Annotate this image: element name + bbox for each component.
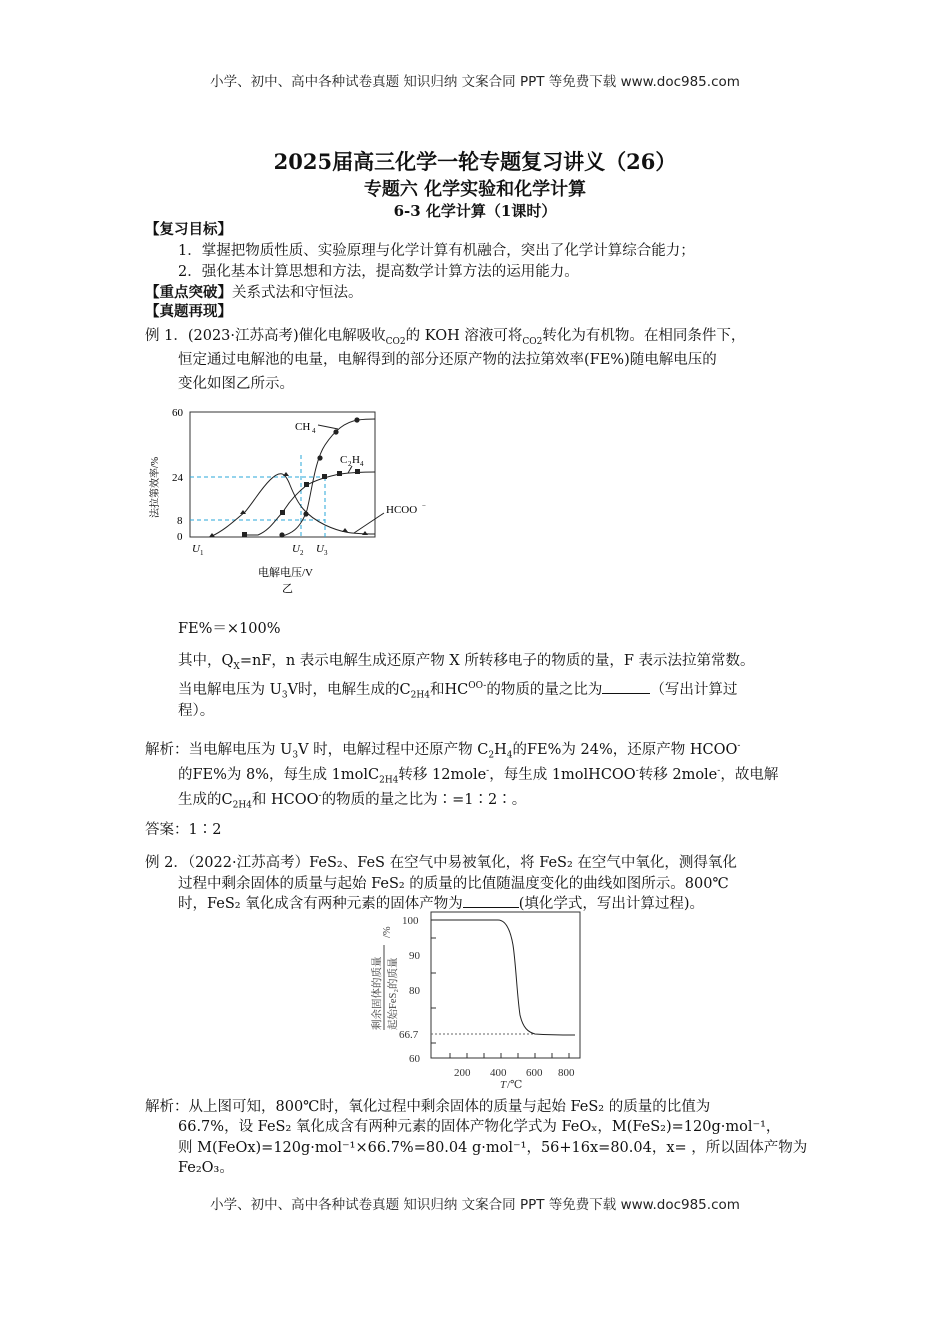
svg-text:8: 8 <box>177 515 183 527</box>
example1-analysis-line1: 解析：当电解电压为 $U_3V$ 时，电解过程中还原产物 $C_2H_4$的FE%为 24%，还原产物 HCOO- <box>145 741 741 761</box>
example1-line3: 变化如图乙所示。 <box>178 376 294 392</box>
lesson-title: 6-3 化学计算（1课时） <box>393 202 557 220</box>
svg-text:HCOO: HCOO <box>386 504 418 516</box>
svg-text:4: 4 <box>312 427 316 435</box>
example1-note3: 程）。 <box>178 703 215 719</box>
doc-title: 2025届高三化学一轮专题复习讲义（26） <box>273 149 677 174</box>
example1-note2: 当电解电压为 $U_3V$时，电解生成的$C_{2H4}$和$HC^{OO-}$的物质的量之比为 （写出计算过 <box>178 681 738 701</box>
svg-text:−: − <box>422 502 426 510</box>
svg-text:0: 0 <box>177 531 183 543</box>
svg-text:乙: 乙 <box>282 583 293 595</box>
svg-text:600: 600 <box>526 1067 543 1079</box>
svg-text:电解电压/V: 电解电压/V <box>258 567 313 579</box>
svg-text:400: 400 <box>490 1067 507 1079</box>
svg-text:60: 60 <box>172 407 183 419</box>
svg-text:200: 200 <box>454 1067 471 1079</box>
example2-analysis-line4: Fe₂O₃。 <box>178 1160 234 1176</box>
svg-text:24: 24 <box>172 472 183 484</box>
svg-text:66.7: 66.7 <box>399 1029 419 1041</box>
example2-analysis-line1: 解析：从上图可知，800℃时，氧化过程中剩余固体的质量与起始 FeS₂ 的质量的比值为 <box>145 1099 711 1115</box>
example1-line2: 恒定通过电解池的电量，电解得到的部分还原产物的法拉第效率(FE%)随电解电压的 <box>178 352 717 368</box>
svg-text:800: 800 <box>558 1067 575 1079</box>
example1-line1: 例 1．(2023·江苏高考)催化电解吸收$_{CO2}$的 KOH 溶液可将$_{CO2}$转化为有机物。在相同条件下， <box>145 328 746 347</box>
svg-text:T: T <box>500 1079 507 1091</box>
svg-text:90: 90 <box>409 950 420 962</box>
example2-line2: 过程中剩余固体的质量与起始 FeS₂ 的质量的比值随温度变化的曲线如图所示。800℃ <box>178 876 729 892</box>
svg-text:4: 4 <box>360 460 364 468</box>
focus-heading: 【重点突破】 <box>145 284 232 301</box>
answer-blank-2[interactable] <box>463 907 519 908</box>
doc-subtitle: 专题六 化学实验和化学计算 <box>363 179 587 200</box>
answer-blank-1[interactable] <box>602 693 650 694</box>
example2-analysis-line3: 则 M(FeOx)=120g·mol⁻¹×66.7%=80.04 g·mol⁻¹，56+16x=80.04，x= ，所以固体产物为 <box>178 1140 808 1156</box>
svg-text:剩余固体的质量: 剩余固体的质量 <box>372 956 383 1030</box>
example2-line1: 例 2．（2022·江苏高考）FeS₂、FeS 在空气中易被氧化，将 FeS₂ 在空气中氧化，测得氧化 <box>145 855 737 871</box>
goal-item-2: 2．强化基本计算思想和方法，提高数学计算方法的运用能力。 <box>178 264 579 280</box>
example1-analysis-line2: 的FE%为 8%，每生成 1molC$_{2H4}$转移 12mole-，每生成 1molHCOO-转移 2mole-，故电解 <box>178 766 779 786</box>
svg-text:80: 80 <box>409 985 420 997</box>
svg-text:法拉第效率/%: 法拉第效率/% <box>150 456 161 518</box>
faradaic-efficiency-chart <box>140 400 440 600</box>
fe-formula: FE%＝×100% <box>178 621 281 637</box>
focus-text: 关系式法和守恒法。 <box>232 285 363 301</box>
svg-text:2: 2 <box>348 460 352 468</box>
goal-item-1: 1．掌握把物质性质、实验原理与化学计算有机融合，突出了化学计算综合能力； <box>178 243 695 259</box>
real-exam-heading: 【真题再现】 <box>145 303 232 320</box>
svg-text:100: 100 <box>402 915 419 927</box>
example2-line3: 时，FeS₂ 氧化成含有两种元素的固体产物为 (填化学式，写出计算过程)。 <box>178 896 705 912</box>
svg-text:U: U <box>292 543 300 555</box>
focus-section <box>145 283 363 303</box>
chart1-axes <box>148 407 375 595</box>
svg-text:U: U <box>192 543 200 555</box>
example1-note1: 其中，$Q_X=nF$，n 表示电解生成还原产物 X 所转移电子的物质的量，F 表示法拉第常数。 <box>178 653 755 672</box>
svg-text:U: U <box>316 543 324 555</box>
svg-text:C: C <box>340 454 348 466</box>
example1-analysis-line3: 生成的$C_{2H4}$和 HCOO-的物质的量之比为∶=1∶2∶。 <box>178 791 527 811</box>
svg-text:起始FeS₂的质量: 起始FeS₂的质量 <box>388 957 399 1030</box>
svg-text:/℃: /℃ <box>507 1079 523 1091</box>
svg-text:H: H <box>352 454 360 466</box>
svg-text:1: 1 <box>200 549 204 557</box>
svg-text:2: 2 <box>300 549 304 557</box>
example1-answer: 答案：1∶2 <box>145 822 222 838</box>
page-header-banner: 小学、初中、高中各种试卷真题 知识归纳 文案合同 PPT 等免费下载 www.doc985.com <box>210 74 740 90</box>
mass-ratio-temperature-chart <box>350 910 590 1095</box>
svg-text:CH: CH <box>295 421 311 433</box>
svg-text:/%: /% <box>382 926 393 938</box>
svg-text:3: 3 <box>324 549 328 557</box>
svg-text:60: 60 <box>409 1053 420 1065</box>
page-footer-banner: 小学、初中、高中各种试卷真题 知识归纳 文案合同 PPT 等免费下载 www.doc985.com <box>210 1197 740 1213</box>
example2-analysis-line2: 66.7%，设 FeS₂ 氧化成含有两种元素的固体产物化学式为 FeOₓ，M(FeS₂)=120g·mol⁻¹， <box>178 1119 781 1135</box>
goals-heading: 【复习目标】 <box>145 221 232 238</box>
